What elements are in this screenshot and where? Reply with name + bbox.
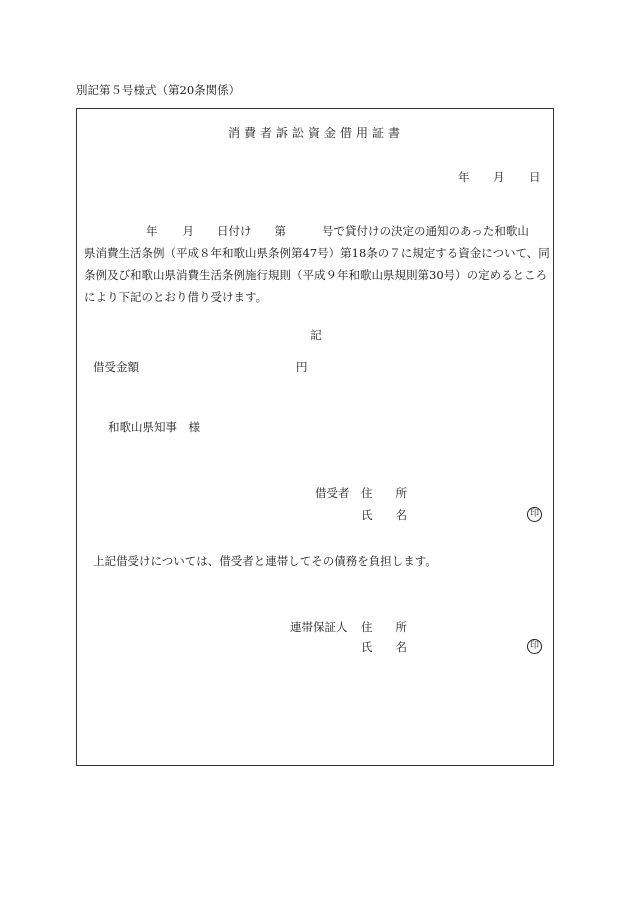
yen-unit: 円 [296, 360, 308, 374]
notice-dated-label: 日付け [217, 224, 252, 238]
guarantor-name-label: 氏 名 [361, 640, 407, 654]
guarantor-role-label: 連帯保証人 [290, 620, 348, 634]
borrower-role-label: 借受者 [315, 486, 350, 500]
guarantor-seal-icon: 印 [527, 639, 542, 654]
statement-line-1 [84, 220, 548, 242]
statement-line-4: により下記のとおり借り受けます。 [84, 290, 268, 304]
date-month-label: 月 [493, 170, 505, 184]
notice-month-label: 月 [182, 224, 194, 238]
guarantor-address-label: 住 所 [361, 620, 407, 634]
date-year-label: 年 [458, 170, 470, 184]
borrower-name-label: 氏 名 [361, 508, 407, 522]
certificate-frame [76, 108, 554, 766]
guarantee-statement: 上記借受けについては、借受者と連帯してその債務を負担します。 [93, 554, 437, 568]
loan-statement [84, 220, 548, 308]
statement-line-2: 県消費生活条例（平成８年和歌山県条例第47号）第18条の７に規定する資金について、同 [84, 246, 550, 260]
ki-heading: 記 [310, 328, 322, 342]
date-day-label: 日 [529, 170, 541, 184]
form-number-label: 別記第５号様式（第20条関係） [76, 83, 241, 97]
statement-line-3: 条例及び和歌山県消費生活条例施行規則（平成９年和歌山県規則第30号）の定めるところ [84, 268, 548, 282]
addressee: 和歌山県知事 様 [108, 420, 200, 434]
loan-amount-label: 借受金額 [93, 360, 139, 374]
borrower-address-label: 住 所 [361, 486, 407, 500]
borrower-seal-icon: 印 [527, 507, 542, 522]
notice-rest-text: 号で貸付けの決定の通知のあった和歌山 [322, 224, 529, 238]
document-title: 消費者訴訟資金借用証書 [227, 126, 404, 140]
notice-number-prefix: 第 [274, 224, 286, 238]
notice-year-label: 年 [146, 224, 158, 238]
